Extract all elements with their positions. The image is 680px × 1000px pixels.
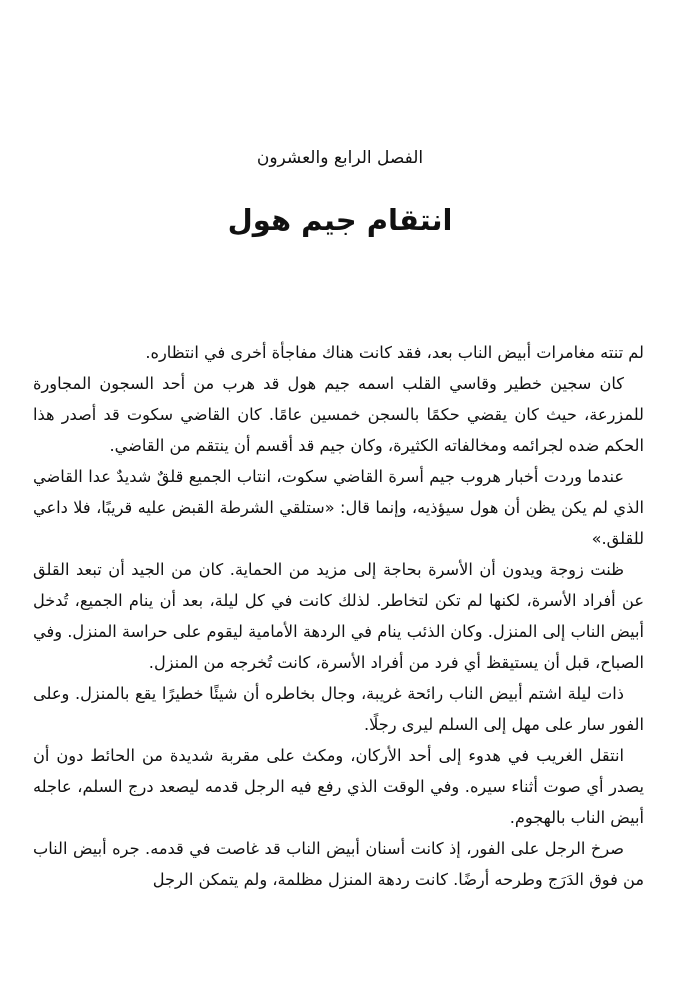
paragraph: صرخ الرجل على الفور، إذ كانت أسنان أبيض الناب قد غاصت في قدمه. جره أبيض الناب من فوق الدَرَج وطرحه أرضًا. كانت ردهة المنزل مظلمة، ولم يتمكن الرجل — [33, 839, 644, 889]
paragraph: ذات ليلة اشتم أبيض الناب رائحة غريبة، وجال بخاطره أن شيئًا خطيرًا يقع بالمنزل. وعلى الفور سار على مهل إلى السلم ليرى رجلًا. — [33, 684, 644, 734]
paragraph: عندما وردت أخبار هروب جيم أسرة القاضي سكوت، انتاب الجميع قلقٌ شديدٌ عدا القاضي الذي لم يكن يظن أن هول سيؤذيه، وإنما قال: «ستلقي الشرطة القبض عليه قريبًا، فلا داعي للقلق.» — [33, 467, 644, 548]
chapter-body — [33, 337, 644, 895]
paragraph: لم تنته مغامرات أبيض الناب بعد، فقد كانت هناك مفاجأة أخرى في انتظاره. — [145, 343, 644, 362]
paragraph: ظنت زوجة ويدون أن الأسرة بحاجة إلى مزيد من الحماية. كان من الجيد أن تبعد القلق عن أفراد الأسرة، لكنها لم تكن لتخاطر. لذلك كانت في كل ليلة، بعد أن ينام الجميع، تُدخل أبيض الناب إلى المنزل. وكان الذئب ينام في الردهة الأمامية ليقوم على حراسة المنزل. وفي الصباح، قبل أن يستيقظ أي فرد من أفراد الأسرة، كانت تُخرجه من المنزل. — [33, 560, 644, 672]
chapter-title: انتقام جيم هول — [227, 203, 453, 237]
chapter-number: الفصل الرابع والعشرون — [256, 148, 424, 168]
paragraph: انتقل الغريب في هدوء إلى أحد الأركان، ومكث على مقربة شديدة من الحائط دون أن يصدر أي صوت أثناء سيره. وفي الوقت الذي رفع فيه الرجل قدمه ليصعد درج السلم، عاجله أبيض الناب بالهجوم. — [33, 746, 644, 827]
paragraph: كان سجين خطير وقاسي القلب اسمه جيم هول قد هرب من أحد السجون المجاورة للمزرعة، حيث كان يقضي حكمًا بالسجن خمسين عامًا. كان القاضي سكوت قد أصدر هذا الحكم ضده لجرائمه ومخالفاته الكثيرة، وكان جيم قد أقسم أن ينتقم من القاضي. — [33, 374, 644, 455]
